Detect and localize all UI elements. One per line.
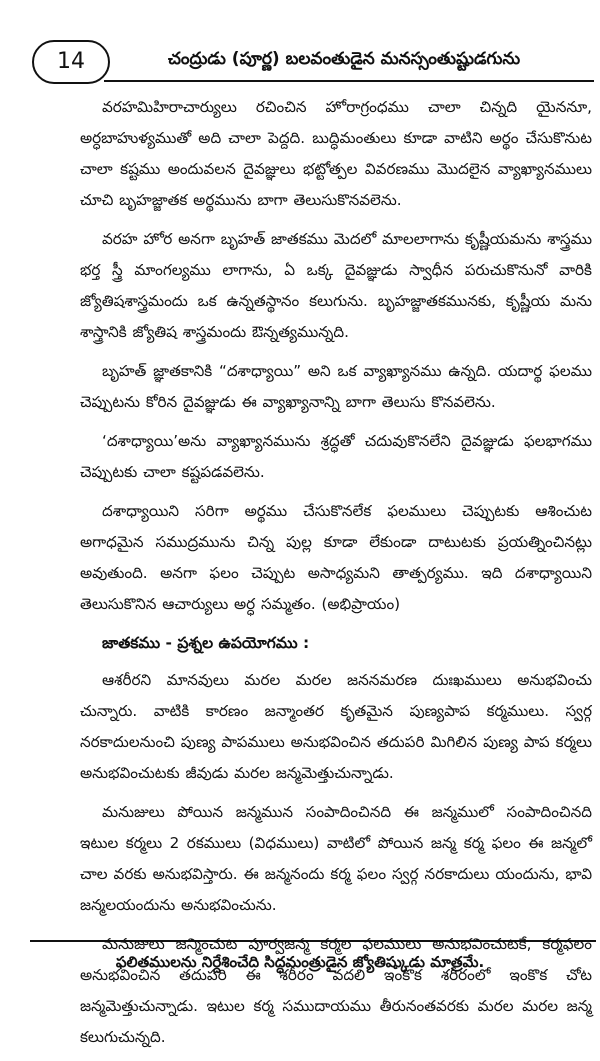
page-footer: ఫలితములను నిర్దేశించేది సిద్ధమంత్రుడైన జ్యోతిష్కుడు మాత్రమే.: [115, 953, 485, 971]
running-head: చంద్రుడు (పూర్ణ) బలవంతుడైన మనస్సంతుష్టుడగును: [168, 49, 521, 69]
header-rule: [104, 80, 594, 82]
page-body: [80, 92, 592, 1061]
footer-rule: [30, 940, 596, 942]
page-header: [0, 40, 600, 84]
paragraph: మనుజులు జన్మించుట పూర్వజన్మ కర్మల ఫలములు అనుభవించుటకే, కర్మఫలం అనుభవించిన తదుపరి ఈ శరీరం వదలి ఇంకొక శరీరంలో ఇంకొక చోట జన్మమెత్తుచున్నాడు. ఇటుల కర్మ సముదాయము తీరునంతవరకు మరల మరల జన్మ కలుగుచున్నది.: [80, 935, 592, 1046]
paragraph: మనుజులు పోయిన జన్మమున సంపాదించినది ఈ జన్మములో సంపాదించినది ఇటుల కర్మలు 2 రకములు (విధములు) వాటిలో పోయిన జన్మ కర్మ ఫలం ఈ జన్మలో చాల వరకు అనుభవిస్తారు. ఈ జన్మనందు కర్మ ఫలం స్వర్గ నరకాదులు యందును, భావి జన్మలయందును అనుభవించును.: [80, 803, 592, 914]
paragraph: ‘దశాధ్యాయి’అను వ్యాఖ్యానమును శ్రద్ధతో చదువుకొనలేని దైవజ్ఞుడు ఫలభాగము చెప్పుటకు చాలా కష్టపడవలెను.: [80, 432, 592, 481]
paragraph: వరహమిహిరాచార్యులు రచించిన హోరాగ్రంధము చాలా చిన్నది యైననూ, అర్ధబాహుళ్యముతో అది చాలా పెద్దది. బుద్ధిమంతులు కూడా వాటిని అర్థం చేసుకొనుట చాలా కష్టము అందువలన దైవజ్ఞులు భట్టోత్పల వివరణము మొదలైన వ్యాఖ్యానములు చూచి బృహజ్జాతక అర్థమును బాగా తెలుసుకొనవలెను.: [80, 98, 592, 209]
section-heading: జాతకము - ప్రశ్నల ఉపయోగము :: [102, 634, 310, 652]
paragraph: దశాధ్యాయిని సరిగా అర్థము చేసుకొనలేక ఫలములు చెప్పుటకు ఆశించుట అగాధమైన సముద్రమును చిన్న పుల్ల కూడా లేకుండా దాటుటకు ప్రయత్నించినట్లు అవుతుంది. అనగా ఫలం చెప్పుట అసాధ్యమని తాత్పర్యము. ఇది దశాధ్యాయిని తెలుసుకొనిన ఆచార్యులు అర్ధ సమ్మతం. (అభిప్రాయం): [80, 502, 592, 613]
paragraph: బృహత్ జ్ఞాతకానికి “దశాధ్యాయి” అని ఒక వ్యాఖ్యానము ఉన్నది. యదార్థ ఫలము చెప్పుటను కోరిన దైవజ్ఞుడు ఈ వ్యాఖ్యానాన్ని బాగా తెలుసు కొనవలెను.: [80, 362, 592, 411]
paragraph: ఆశరీరని మానవులు మరల మరల జననమరణ దుఃఖములు అనుభవించు చున్నారు. వాటికి కారణం జన్మాంతర కృతమైన పుణ్యపాప కర్మములు. స్వర్గ నరకాదులనుంచి పుణ్య పాపములు అనుభవించిన తదుపరి మిగిలిన పుణ్య పాప కర్మలు అనుభవించుటకు జీవుడు మరల జన్మమెత్తుచున్నాడు.: [80, 671, 592, 782]
page-number: 14: [32, 40, 110, 84]
paragraph: వరహ హోర అనగా బృహత్ జాతకము మెదలో మాలలాగాను కృష్ణీయమను శాస్త్రము భర్త స్త్రీ మాంగల్యము లాగాను, ఏ ఒక్క దైవజ్ఞుడు స్వాధీన పరుచుకొనునో వారికి జ్యోతిషశాస్త్రమందు ఒక ఉన్నతస్థానం కలుగును. బృహజ్జాతకమునకు, కృష్ణీయ మను శాస్త్రానికి జ్యోతిష శాస్త్రమందు ఔన్నత్యమున్నది.: [80, 230, 592, 341]
